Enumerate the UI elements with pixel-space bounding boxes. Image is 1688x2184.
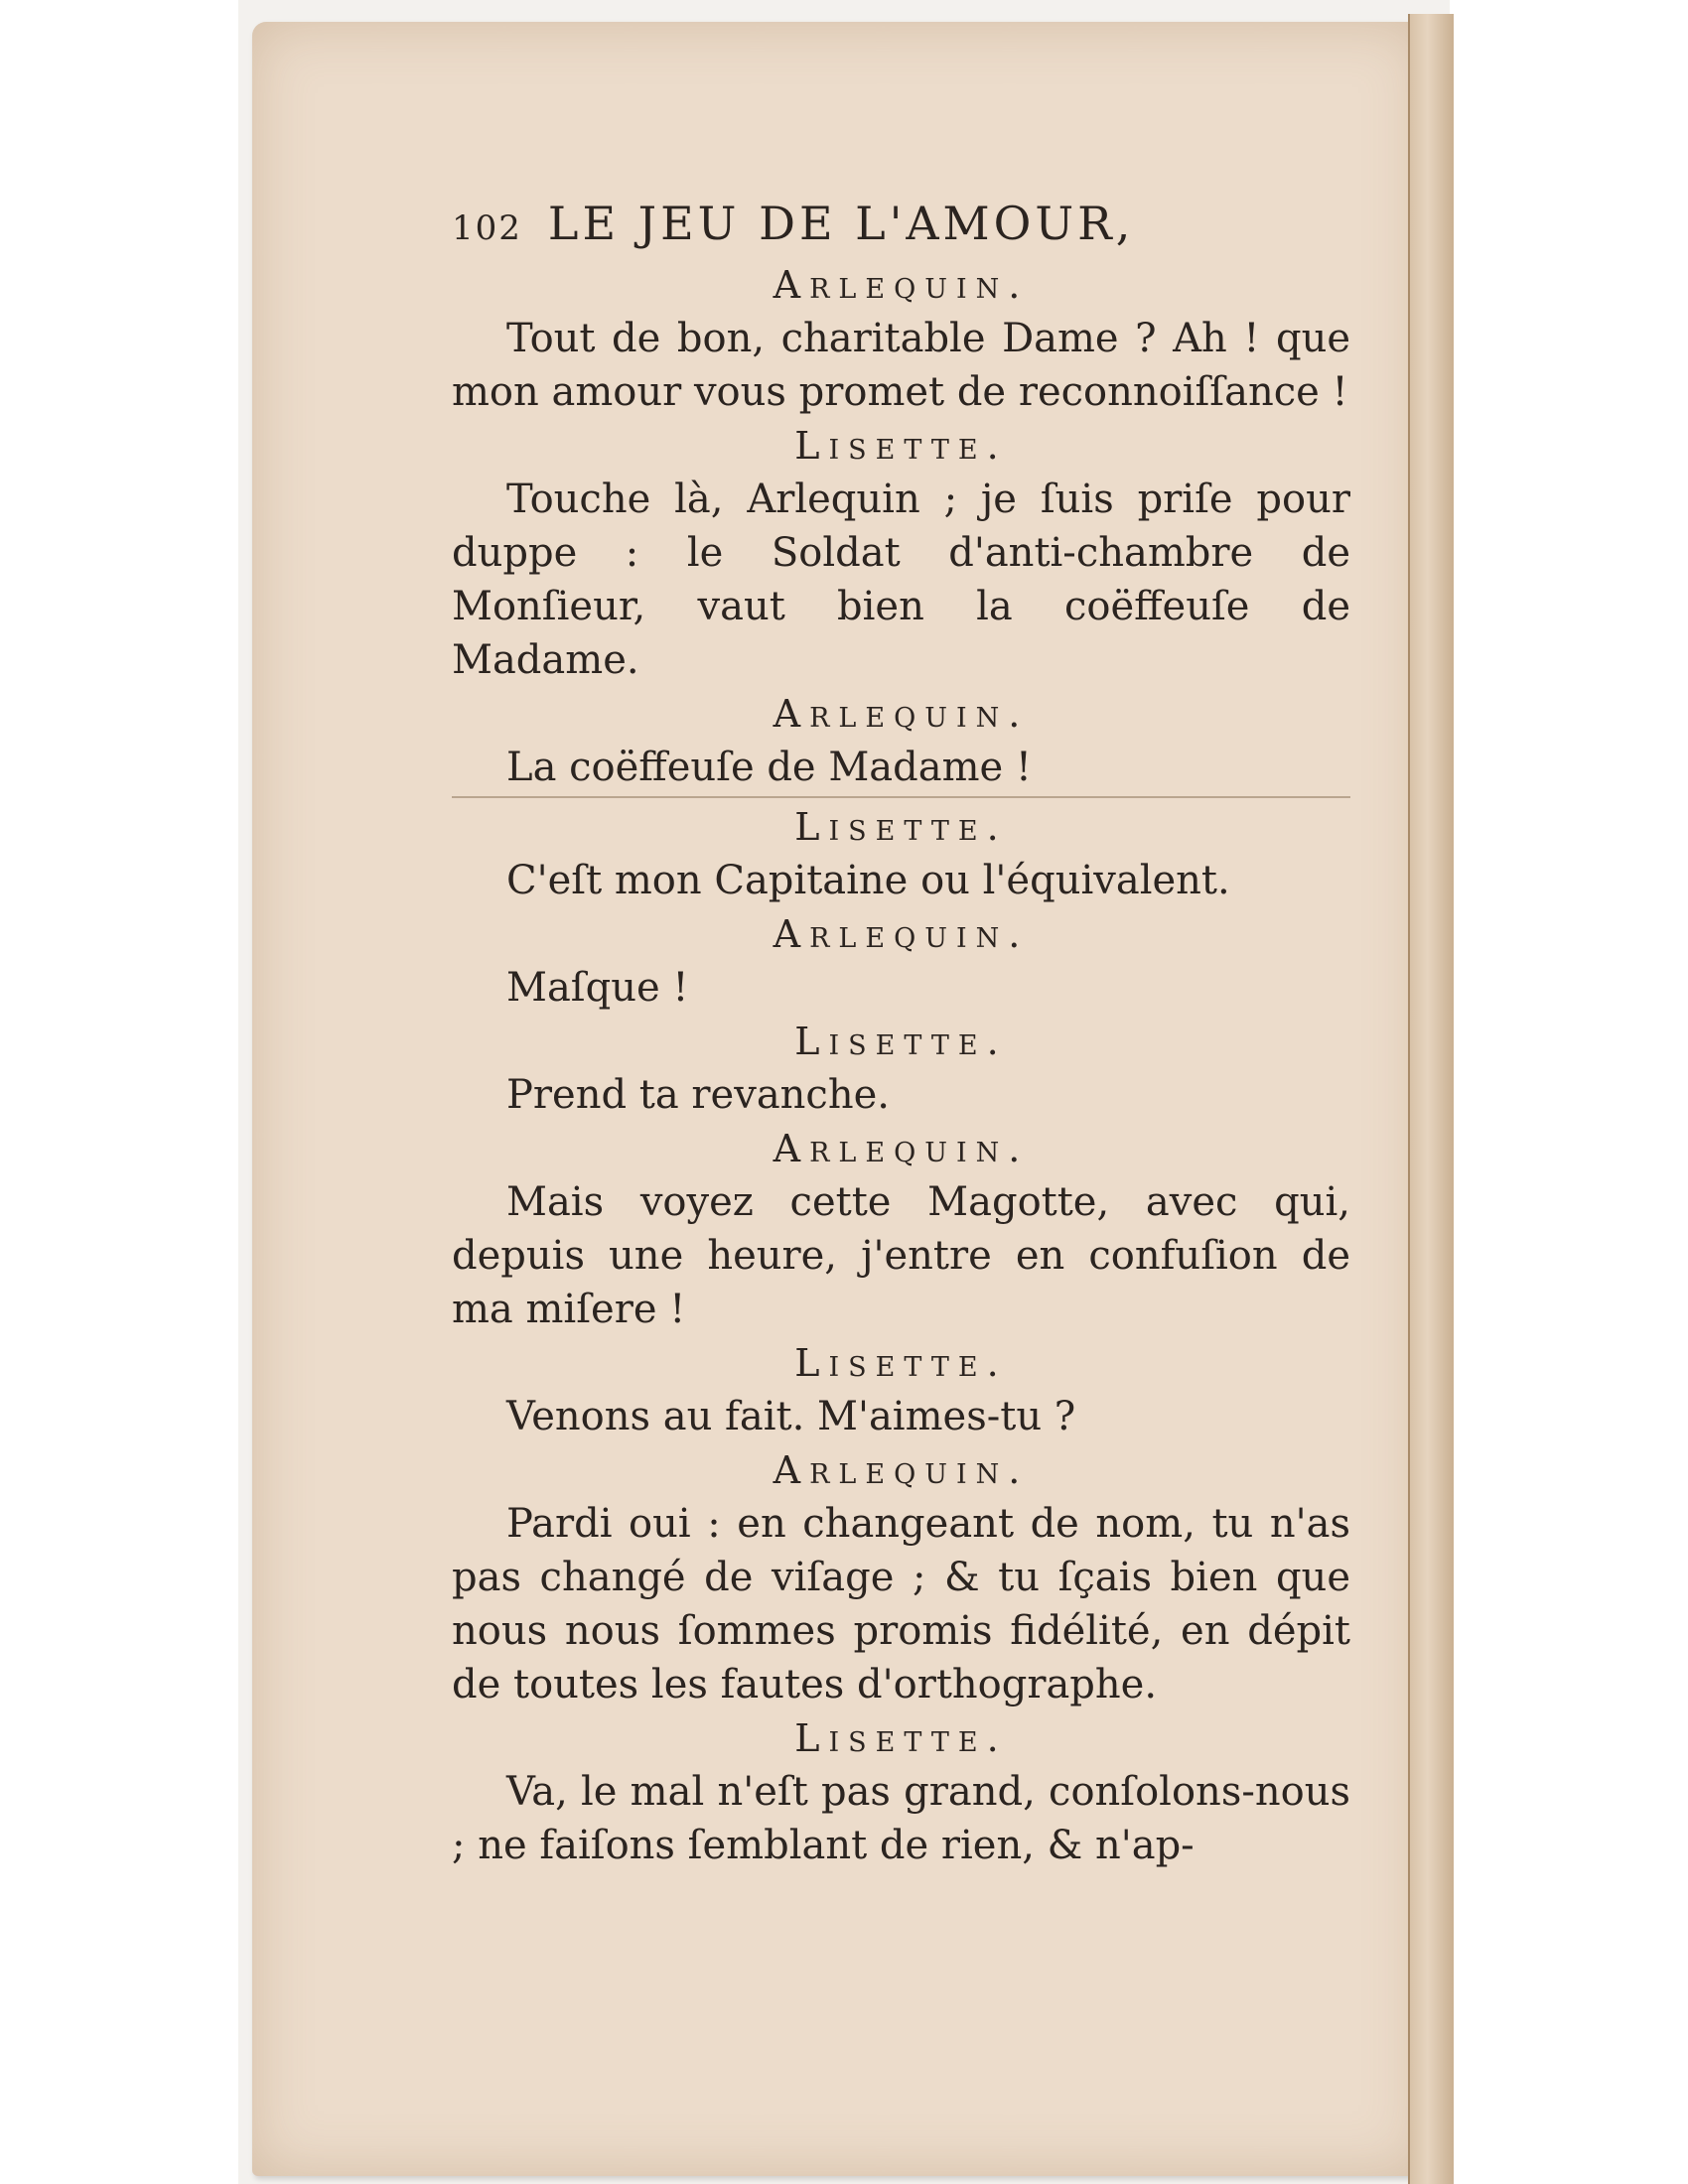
- dialogue-line: Prend ta revanche.: [506, 1072, 890, 1118]
- speaker-name: Lisette.: [794, 805, 1008, 849]
- page-number: 102: [452, 208, 522, 248]
- speaker-name: Lisette.: [794, 1716, 1008, 1760]
- bleed-through-rule: [452, 796, 1350, 798]
- speaker-name: Arlequin.: [773, 1448, 1030, 1492]
- speaker-name: Arlequin.: [773, 1127, 1030, 1170]
- speaker-name: Lisette.: [794, 1020, 1008, 1063]
- speaker-name: Lisette.: [794, 1341, 1008, 1385]
- dialogue-line: Tout de bon, charitable Dame ? Ah ! que mon amour vous promet de reconnoiſſance !: [452, 316, 1350, 415]
- dialogue-line: Va, le mal n'eſt pas grand, conſolons-nous ; ne faiſons ſemblant de rien, & n'ap-: [452, 1769, 1350, 1868]
- dialogue-line: Maſque !: [506, 965, 689, 1011]
- dialogue-line: Mais voyez cette Magotte, avec qui, depuis une heure, j'entre en confuſion de ma miſere !: [452, 1179, 1350, 1332]
- speaker-name: Arlequin.: [773, 692, 1030, 736]
- dialogue-line: La coëffeuſe de Madame !: [506, 745, 1032, 790]
- facing-page-edge: [1408, 14, 1454, 2184]
- dialogue-line: Pardi oui : en changeant de nom, tu n'as pas changé de viſage ; & tu ſçais bien que nous nous ſommes promis fidélité, en dépit de toutes les fautes d'orthographe.: [452, 1501, 1350, 1707]
- running-title: LE JEU DE L'AMOUR,: [547, 197, 1135, 250]
- dialogue-line: Touche là, Arlequin ; je ſuis priſe pour duppe : le Soldat d'anti-chambre de Monſieur, vaut bien la coëffeuſe de Madame.: [452, 477, 1350, 683]
- speaker-name: Arlequin.: [773, 263, 1030, 307]
- dialogue-line: C'eſt mon Capitaine ou l'équivalent.: [506, 858, 1230, 903]
- page-header: [452, 197, 1350, 258]
- dialogue-line: Venons au fait. M'aimes-tu ?: [506, 1394, 1076, 1439]
- speaker-name: Arlequin.: [773, 912, 1030, 956]
- speaker-name: Lisette.: [794, 424, 1008, 468]
- page-text: [452, 197, 1350, 1872]
